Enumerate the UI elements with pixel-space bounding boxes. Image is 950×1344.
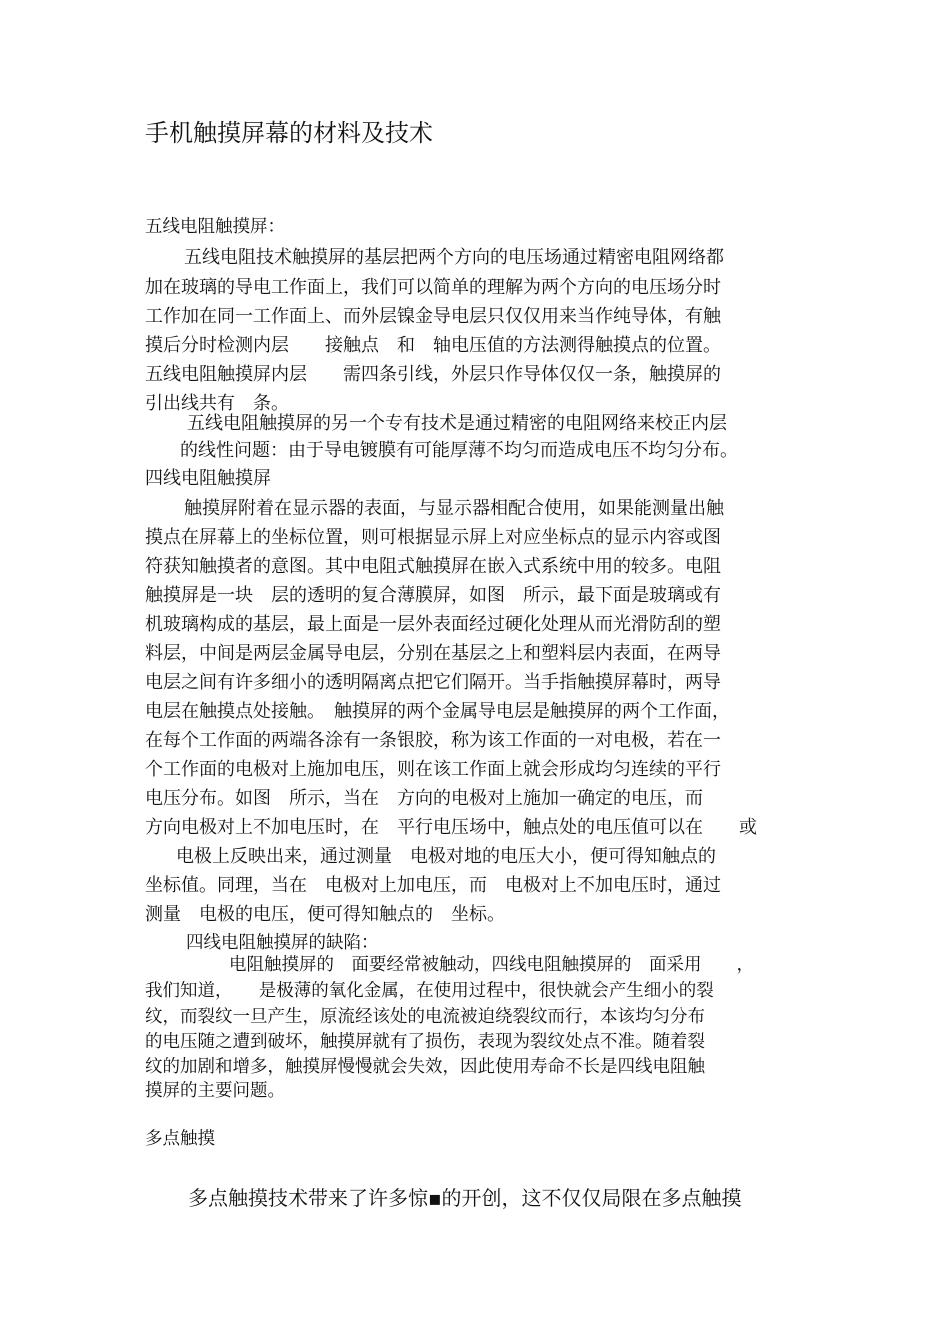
paragraph-line: 机玻璃构成的基层，最上面是一层外表面经过硬化处理从而光滑防刮的塑	[145, 614, 721, 635]
paragraph-line: 的线性问题：由于导电镀膜有可能厚薄不均匀而造成电压不均匀分布。	[180, 440, 738, 461]
paragraph-line: 方向电极对上不加电压时，在 平行电压场中，触点处的电压值可以在 或	[145, 817, 757, 838]
heading-four-wire: 四线电阻触摸屏	[145, 468, 271, 489]
paragraph-line: 纹，而裂纹一旦产生，原流经该处的电流被迫绕裂纹而行，本该均匀分布	[145, 1007, 705, 1027]
paragraph-line: 触摸屏是一块 层的透明的复合薄膜屏，如图 所示，最下面是玻璃或有	[145, 585, 721, 606]
paragraph-line: 电压分布。如图 所示，当在 方向的电极对上施加一确定的电压，而	[145, 788, 703, 809]
paragraph-line: 电阻触摸屏的 面要经常被触动，四线电阻触摸屏的 面采用 ，	[229, 955, 754, 975]
paragraph-line: 个工作面的电极对上施加电压，则在该工作面上就会形成均匀连续的平行	[145, 759, 721, 780]
paragraph-line: 触摸屏附着在显示器的表面，与显示器相配合使用，如果能测量出触	[184, 498, 724, 519]
paragraph-line: 工作加在同一工作面上、而外层镍金导电层只仅仅用来当作纯导体，有触	[145, 306, 721, 327]
paragraph-line: 五线电阻触摸屏内层 需四条引线，外层只作导体仅仅一条，触摸屏的	[145, 364, 721, 385]
paragraph-line: 电层之间有许多细小的透明隔离点把它们隔开。当手指触摸屏幕时，两导	[145, 672, 721, 693]
paragraph-line: 多点触摸技术带来了许多惊▪的开创，这不仅仅局限在多点触摸	[188, 1186, 742, 1210]
paragraph-line: 加在玻璃的导电工作面上，我们可以简单的理解为两个方向的电压场分时	[145, 277, 721, 298]
paragraph-line: 我们知道， 是极薄的氧化金属，在使用过程中，很快就会产生细小的裂	[145, 981, 714, 1001]
heading-multi-touch: 多点触摸	[145, 1129, 215, 1149]
paragraph-line: 坐标值。同理，当在 电极对上加电压，而 电极对上不加电压时，通过	[145, 875, 721, 896]
heading-four-wire-defects: 四线电阻触摸屏的缺陷：	[186, 933, 379, 953]
paragraph-line: 摸后分时检测内层 接触点 和 轴电压值的方法测得触摸点的位置。	[145, 335, 721, 356]
paragraph-line: 电极上反映出来，通过测量 电极对地的电压大小，便可得知触点的	[176, 846, 716, 867]
paragraph-line: 的电压随之遭到破坏，触摸屏就有了损伤，表现为裂纹处点不准。随着裂	[145, 1032, 705, 1052]
paragraph-line: 摸屏的主要问题。	[145, 1081, 285, 1101]
paragraph-line: 测量 电极的电压，便可得知触点的 坐标。	[145, 904, 505, 925]
paragraph-line: 电层在触摸点处接触。 触摸屏的两个金属导电层是触摸屏的两个工作面，	[145, 701, 730, 722]
paragraph-line: 引出线共有 条。	[145, 393, 289, 414]
paragraph-line: 摸点在屏幕上的坐标位置，则可根据显示屏上对应坐标点的显示内容或图	[145, 527, 721, 548]
paragraph-line: 纹的加剧和增多，触摸屏慢慢就会失效，因此使用寿命不长是四线电阻触	[145, 1057, 705, 1077]
paragraph-line: 五线电阻触摸屏的另一个专有技术是通过精密的电阻网络来校正内层	[187, 413, 727, 434]
paragraph-line: 五线电阻技术触摸屏的基层把两个方向的电压场通过精密电阻网络都	[184, 247, 724, 268]
paragraph-line: 料层，中间是两层金属导电层，分别在基层之上和塑料层内表面，在两导	[145, 643, 721, 664]
document-title: 手机触摸屏幕的材料及技术	[145, 119, 433, 147]
paragraph-line: 在每个工作面的两端各涂有一条银胶，称为该工作面的一对电极，若在一	[145, 730, 721, 751]
paragraph-line: 符获知触摸者的意图。其中电阻式触摸屏在嵌入式系统中用的较多。电阻	[145, 556, 721, 577]
heading-five-wire: 五线电阻触摸屏：	[145, 217, 285, 237]
